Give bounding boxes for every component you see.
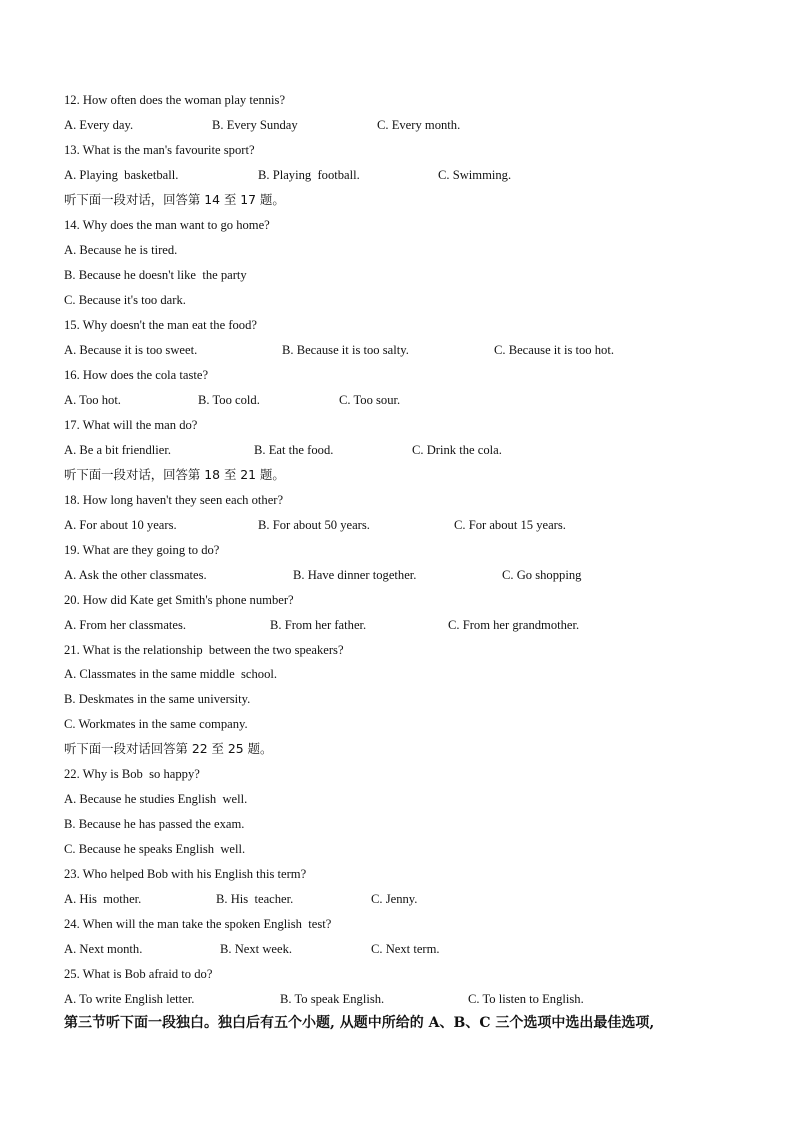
option-12b: B. Every Sunday <box>212 118 298 132</box>
question-21: 21. What is the relationship between the two speakers? <box>64 643 344 657</box>
option-13b: B. Playing football. <box>258 168 360 182</box>
option-18b: B. For about 50 years. <box>258 518 370 532</box>
option-19b: B. Have dinner together. <box>293 568 417 582</box>
option-14a: A. Because he is tired. <box>64 243 178 257</box>
question-12: 12. How often does the woman play tennis? <box>64 93 286 107</box>
option-15a: A. Because it is too sweet. <box>64 343 198 357</box>
directions-18-21: 听下面一段对话，回答第 18 至 21 题。 <box>64 467 285 482</box>
option-21b: B. Deskmates in the same university. <box>64 692 251 706</box>
option-23a: A. His mother. <box>64 892 142 906</box>
question-19: 19. What are they going to do? <box>64 543 220 557</box>
option-15c: C. Because it is too hot. <box>494 343 614 357</box>
option-23b: B. His teacher. <box>216 892 294 906</box>
option-18a: A. For about 10 years. <box>64 518 177 532</box>
option-17a: A. Be a bit friendlier. <box>64 443 172 457</box>
option-20a: A. From her classmates. <box>64 618 187 632</box>
question-13: 13. What is the man's favourite sport? <box>64 143 255 157</box>
option-16b: B. Too cold. <box>198 393 260 407</box>
question-18: 18. How long haven't they seen each other? <box>64 493 284 507</box>
option-13c: C. Swimming. <box>438 168 512 182</box>
option-24b: B. Next week. <box>220 942 293 956</box>
question-24: 24. When will the man take the spoken English test? <box>64 917 332 931</box>
question-16: 16. How does the cola taste? <box>64 368 209 382</box>
option-14c: C. Because it's too dark. <box>64 293 186 307</box>
option-22a: A. Because he studies English well. <box>64 792 248 806</box>
option-18c: C. For about 15 years. <box>454 518 566 532</box>
question-20: 20. How did Kate get Smith's phone number? <box>64 593 294 607</box>
question-15: 15. Why doesn't the man eat the food? <box>64 318 257 332</box>
option-20b: B. From her father. <box>270 618 367 632</box>
option-17b: B. Eat the food. <box>254 443 334 457</box>
question-14: 14. Why does the man want to go home? <box>64 218 270 232</box>
option-15b: B. Because it is too salty. <box>282 343 409 357</box>
question-17: 17. What will the man do? <box>64 418 198 432</box>
section-3-heading: 第三节听下面一段独白。独白后有五个小题, 从题中所给的 A、B、C 三个选项中选出最佳选项, <box>64 1015 655 1031</box>
option-21c: C. Workmates in the same company. <box>64 717 248 731</box>
option-22b: B. Because he has passed the exam. <box>64 817 245 831</box>
option-23c: C. Jenny. <box>371 892 418 906</box>
option-24a: A. Next month. <box>64 942 143 956</box>
option-22c: C. Because he speaks English well. <box>64 842 246 856</box>
option-14b: B. Because he doesn't like the party <box>64 268 247 282</box>
option-13a: A. Playing basketball. <box>64 168 179 182</box>
question-23: 23. Who helped Bob with his English this term? <box>64 867 307 881</box>
option-21a: A. Classmates in the same middle school. <box>64 667 278 681</box>
directions-22-25: 听下面一段对话回答第 22 至 25 题。 <box>64 741 273 756</box>
question-25: 25. What is Bob afraid to do? <box>64 967 213 981</box>
option-20c: C. From her grandmother. <box>448 618 580 632</box>
option-25c: C. To listen to English. <box>468 992 584 1006</box>
directions-14-17: 听下面一段对话，回答第 14 至 17 题。 <box>64 192 285 207</box>
option-25b: B. To speak English. <box>280 992 385 1006</box>
option-12a: A. Every day. <box>64 118 134 132</box>
option-16c: C. Too sour. <box>339 393 401 407</box>
option-24c: C. Next term. <box>371 942 440 956</box>
option-19a: A. Ask the other classmates. <box>64 568 207 582</box>
question-22: 22. Why is Bob so happy? <box>64 767 200 781</box>
option-25a: A. To write English letter. <box>64 992 195 1006</box>
option-17c: C. Drink the cola. <box>412 443 502 457</box>
option-12c: C. Every month. <box>377 118 461 132</box>
option-19c: C. Go shopping <box>502 568 582 582</box>
option-16a: A. Too hot. <box>64 393 121 407</box>
